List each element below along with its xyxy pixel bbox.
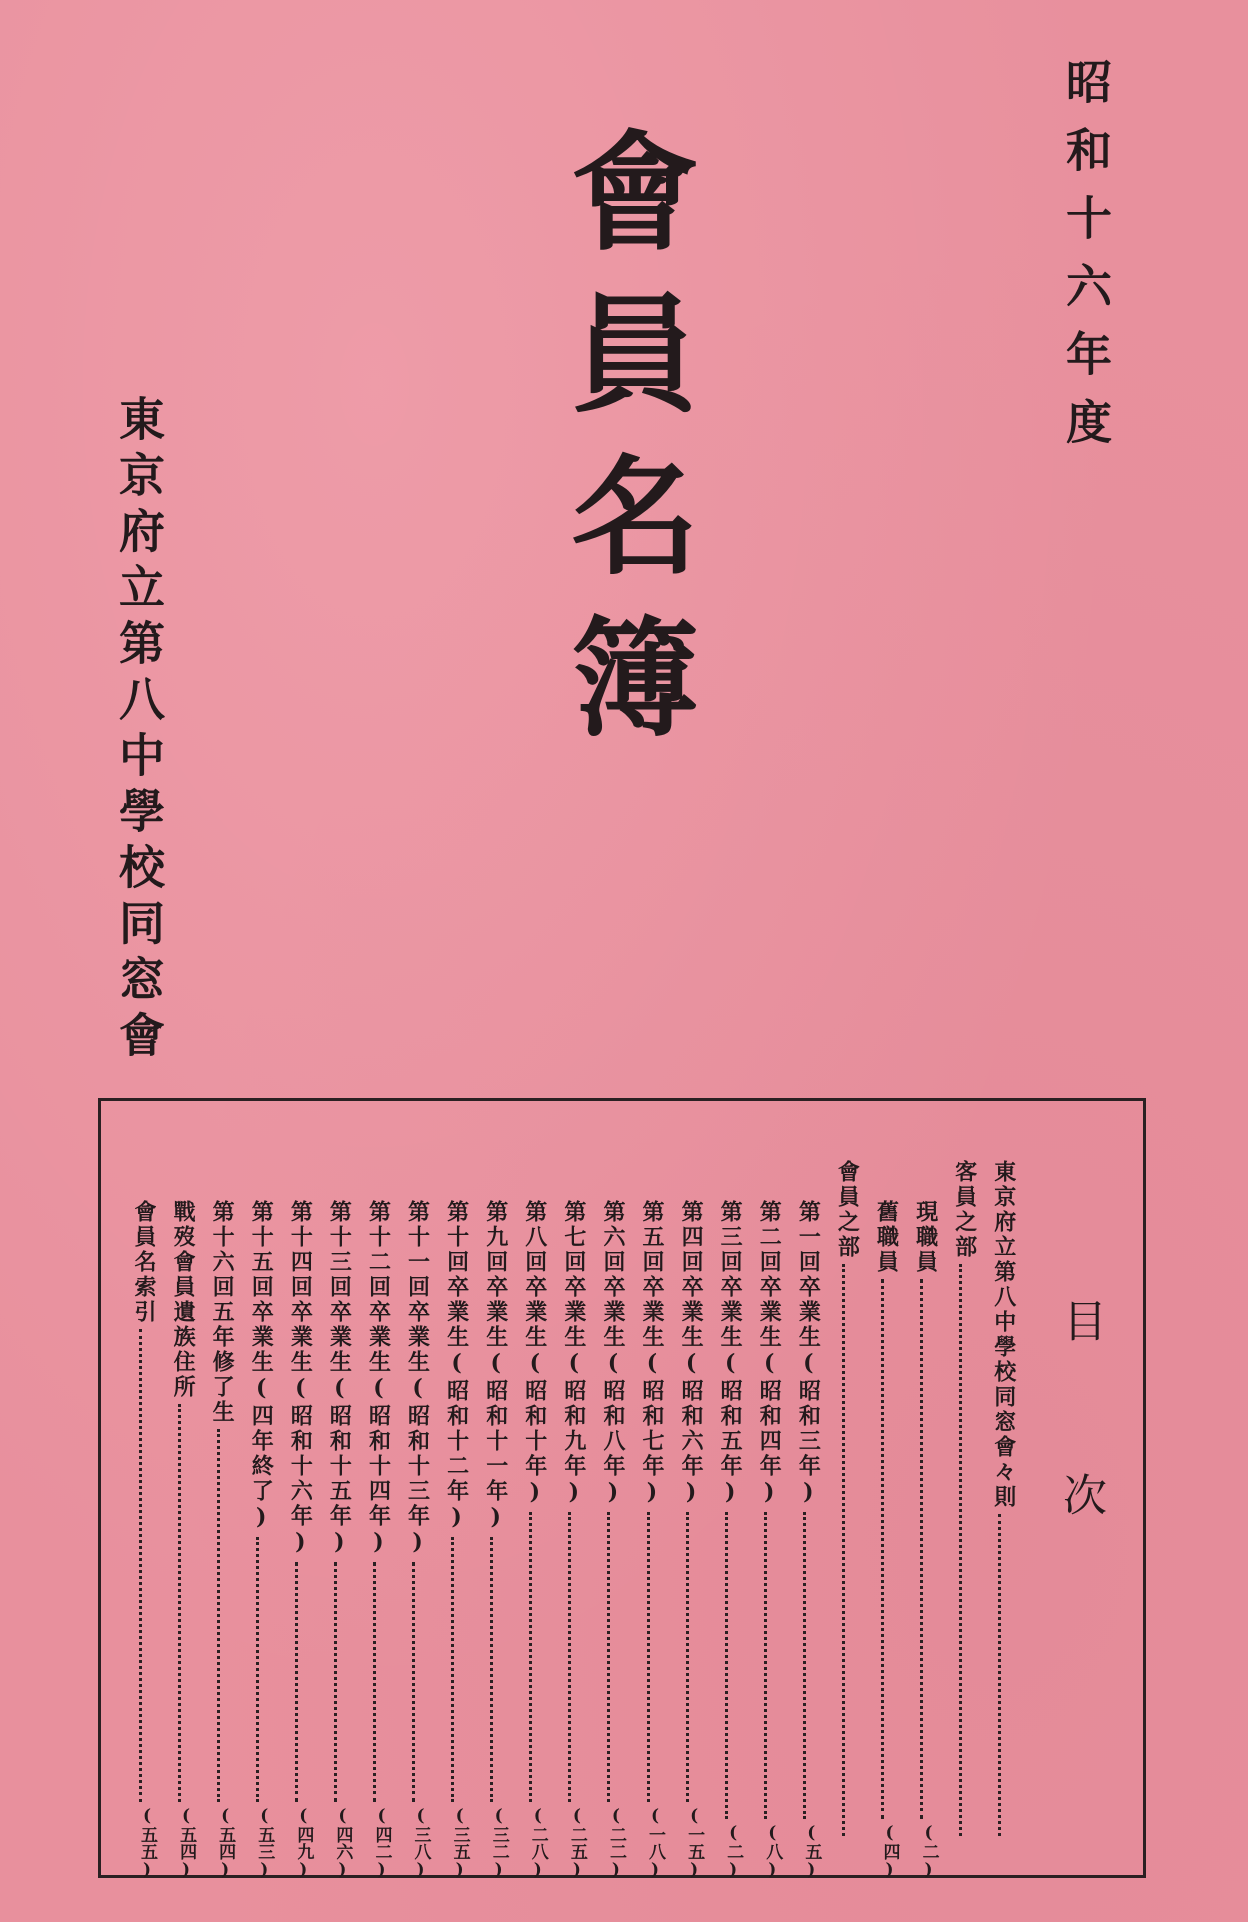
toc-entry-title: 客員之部 bbox=[951, 1160, 978, 1260]
toc-entry-title: 會員名索引 bbox=[131, 1200, 157, 1325]
toc-entry-page: (三二) bbox=[488, 1806, 509, 1880]
toc-leader-dots bbox=[490, 1537, 493, 1802]
toc-entry-title: 第十一回卒業生(昭和十三年) bbox=[404, 1200, 431, 1558]
toc-entry-page: (二二) bbox=[605, 1806, 626, 1880]
toc-leader-dots bbox=[373, 1562, 376, 1802]
toc-list bbox=[125, 1160, 1017, 1880]
toc-entry-page: (二) bbox=[918, 1823, 939, 1880]
toc-entry bbox=[399, 1160, 429, 1880]
toc-leader-dots bbox=[529, 1512, 532, 1802]
toc-entry-title: 第三回卒業生(昭和五年) bbox=[717, 1200, 744, 1508]
toc-entry-title: 第八回卒業生(昭和十年) bbox=[521, 1200, 548, 1508]
toc-entry-page: (一八) bbox=[645, 1806, 666, 1880]
toc-entry-title: 第十四回卒業生(昭和十六年) bbox=[287, 1200, 314, 1558]
toc-entry bbox=[359, 1160, 392, 1880]
toc-leader-dots bbox=[139, 1329, 142, 1802]
toc-entry-page: (二五) bbox=[566, 1806, 587, 1880]
toc-entry bbox=[672, 1160, 705, 1880]
toc-leader-dots bbox=[998, 1514, 1001, 1836]
toc-entry bbox=[828, 1160, 861, 1840]
toc-entry bbox=[985, 1160, 1015, 1840]
toc-entry-page: (四二) bbox=[371, 1806, 392, 1880]
toc-entry-title: 第六回卒業生(昭和八年) bbox=[599, 1200, 626, 1508]
toc-entry-title: 戰歿會員遺族住所 bbox=[170, 1200, 197, 1400]
toc-entry bbox=[907, 1160, 937, 1880]
toc-entry-title: 第七回卒業生(昭和九年) bbox=[560, 1200, 587, 1508]
toc-leader-dots bbox=[725, 1512, 728, 1819]
toc-entry bbox=[438, 1160, 468, 1880]
toc-entry-page: (五) bbox=[801, 1823, 822, 1880]
toc-leader-dots bbox=[451, 1537, 454, 1802]
toc-entry-title: 第一回卒業生(昭和三年) bbox=[795, 1200, 822, 1508]
toc-leader-dots bbox=[842, 1264, 845, 1836]
toc-entry-page: (二八) bbox=[527, 1806, 548, 1880]
toc-entry-page: (三八) bbox=[410, 1806, 431, 1880]
toc-entry bbox=[594, 1160, 624, 1880]
toc-entry-title: 第四回卒業生(昭和六年) bbox=[678, 1200, 705, 1508]
toc-entry bbox=[203, 1160, 236, 1880]
toc-leader-dots bbox=[647, 1512, 650, 1802]
toc-heading: 目次 bbox=[1055, 1298, 1106, 1646]
toc-entry bbox=[125, 1160, 155, 1880]
toc-entry bbox=[867, 1160, 900, 1880]
toc-leader-dots bbox=[607, 1512, 610, 1802]
toc-entry bbox=[516, 1160, 546, 1880]
toc-leader-dots bbox=[568, 1512, 571, 1802]
toc-entry-title: 現職員 bbox=[912, 1200, 939, 1275]
toc-entry-title: 第九回卒業生(昭和十一年) bbox=[482, 1200, 509, 1533]
toc-entry bbox=[633, 1160, 666, 1880]
toc-entry-page: (五三) bbox=[254, 1806, 275, 1880]
toc-entry bbox=[946, 1160, 976, 1840]
toc-leader-dots bbox=[686, 1512, 689, 1802]
toc-entry-title: 第十二回卒業生(昭和十四年) bbox=[365, 1200, 392, 1558]
toc-entry-page: (八) bbox=[762, 1823, 783, 1880]
toc-leader-dots bbox=[959, 1264, 962, 1836]
toc-leader-dots bbox=[334, 1562, 337, 1802]
toc-entry bbox=[281, 1160, 314, 1880]
toc-entry bbox=[789, 1160, 822, 1880]
toc-leader-dots bbox=[178, 1404, 181, 1802]
toc-leader-dots bbox=[217, 1429, 220, 1802]
toc-leader-dots bbox=[803, 1512, 806, 1819]
toc-entry-page: (一五) bbox=[684, 1806, 705, 1880]
toc-entry bbox=[555, 1160, 585, 1880]
fiscal-year: 昭和十六年度 bbox=[1059, 58, 1113, 466]
toc-entry bbox=[750, 1160, 783, 1880]
toc-entry bbox=[164, 1160, 197, 1880]
toc-entry bbox=[242, 1160, 275, 1880]
toc-entry-title: 舊職員 bbox=[873, 1200, 900, 1275]
toc-entry-page: (五四) bbox=[176, 1806, 197, 1880]
toc-entry-page: (四九) bbox=[293, 1806, 314, 1880]
toc-entry bbox=[320, 1160, 353, 1880]
toc-entry-title: 第十六回五年修了生 bbox=[209, 1200, 236, 1425]
toc-entry-title: 會員之部 bbox=[834, 1160, 861, 1260]
toc-entry-page: (四) bbox=[879, 1823, 900, 1880]
toc-leader-dots bbox=[920, 1279, 923, 1819]
toc-leader-dots bbox=[295, 1562, 298, 1802]
toc-entry-page: (四六) bbox=[332, 1806, 353, 1880]
toc-entry-title: 第十三回卒業生(昭和十五年) bbox=[326, 1200, 353, 1558]
toc-entry-page: (五四) bbox=[215, 1806, 236, 1880]
toc-entry-title: 第十五回卒業生(四年終了) bbox=[248, 1200, 275, 1533]
toc-entry-page: (二) bbox=[723, 1823, 744, 1880]
toc-entry-title: 東京府立第八中學校同窓會々則 bbox=[990, 1160, 1017, 1510]
toc-leader-dots bbox=[256, 1537, 259, 1802]
toc-entry-page: (五五) bbox=[137, 1806, 157, 1880]
toc-entry bbox=[477, 1160, 507, 1880]
toc-entry bbox=[711, 1160, 744, 1880]
toc-leader-dots bbox=[881, 1279, 884, 1819]
toc-entry-title: 第二回卒業生(昭和四年) bbox=[756, 1200, 783, 1508]
toc-entry-page: (三五) bbox=[449, 1806, 470, 1880]
toc-leader-dots bbox=[412, 1562, 415, 1802]
organization-name: 東京府立第八中學校同窓會 bbox=[112, 395, 166, 1067]
toc-leader-dots bbox=[764, 1512, 767, 1819]
toc-entry-title: 第五回卒業生(昭和七年) bbox=[639, 1200, 666, 1508]
toc-entry-title: 第十回卒業生(昭和十二年) bbox=[443, 1200, 470, 1533]
page-title: 會員名簿 bbox=[549, 125, 699, 773]
